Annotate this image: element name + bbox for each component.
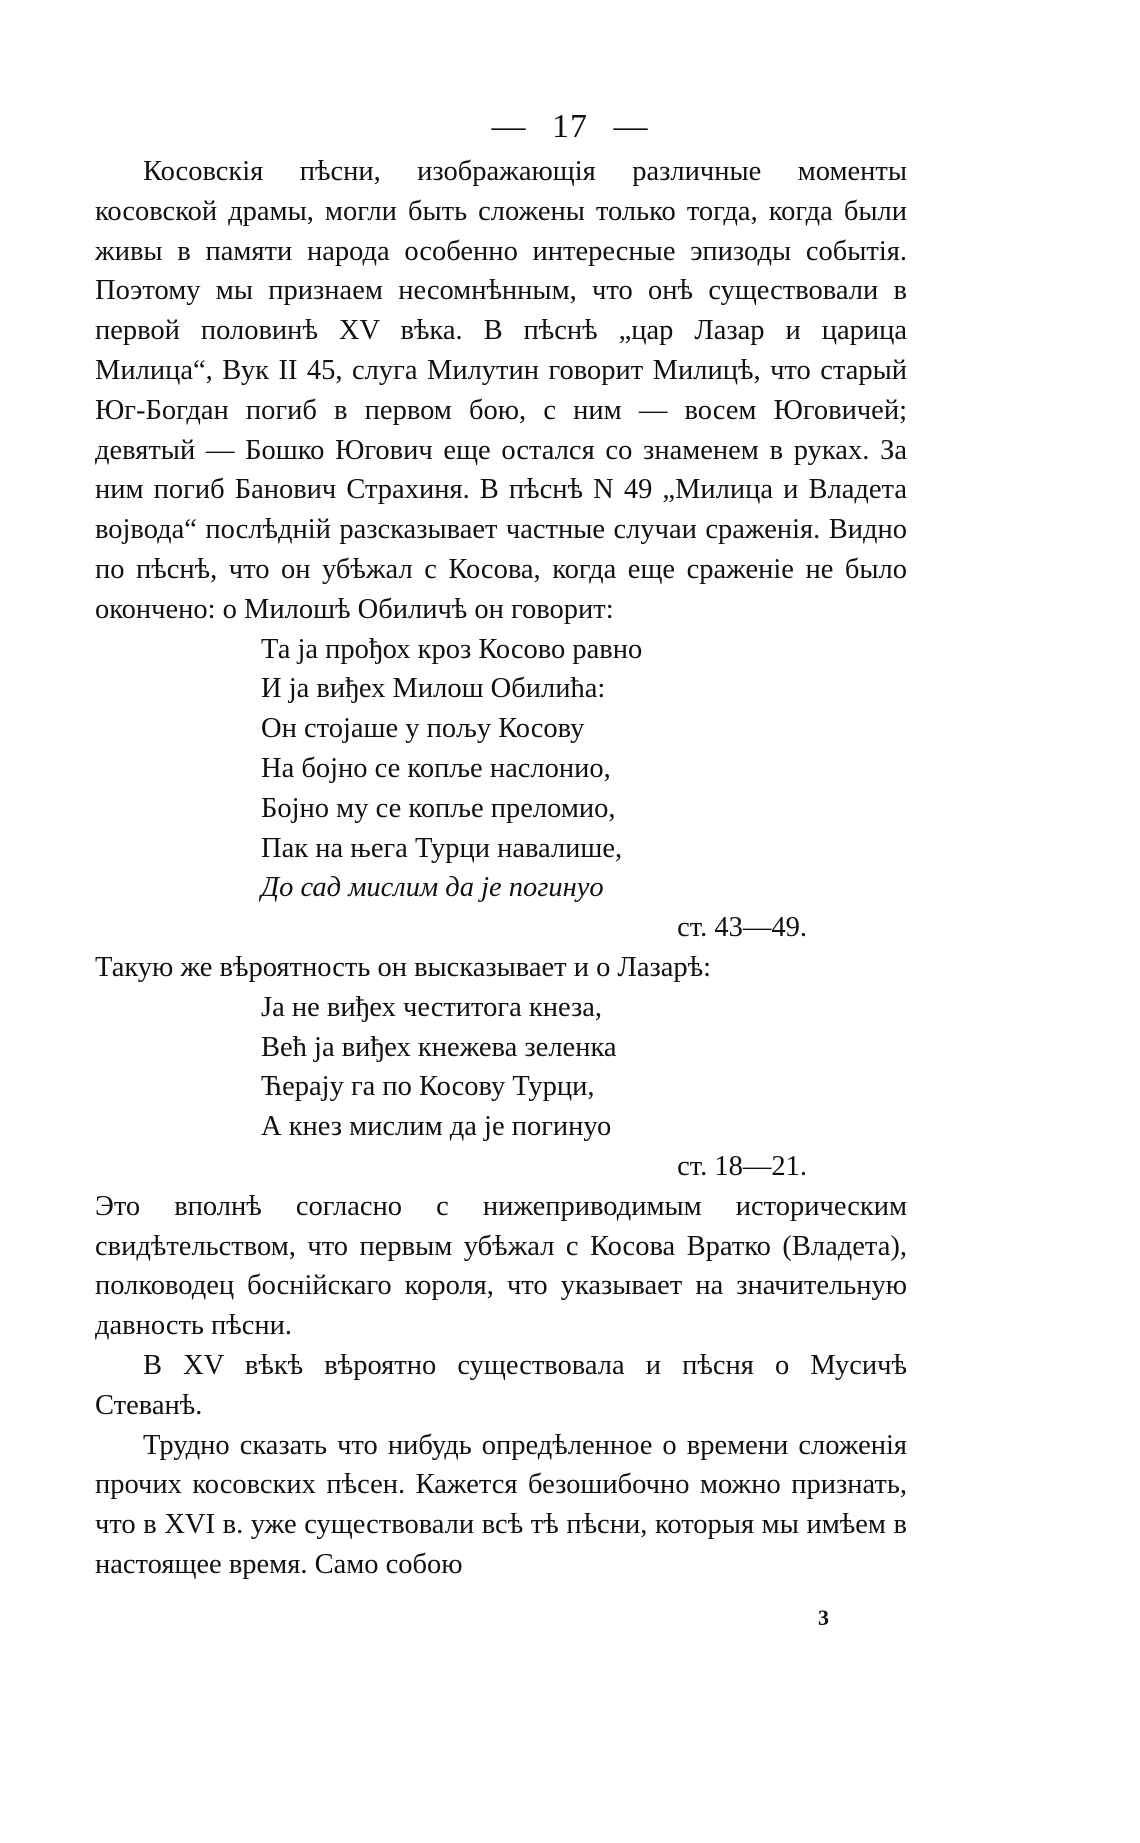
paragraph-lazar: Такую же вѣроятность он высказывает и о Лазарѣ: — [95, 951, 712, 983]
page-header — [0, 108, 1140, 146]
paragraph-kosovo-songs: Косовскія пѣсни, изображающія различные моменты косовской драмы, могли быть сложены только тогда, когда были живы в памяти народа особенно интересные эпизоды событія. Поэтому мы признаем несомнѣнным, что онѣ существовали в первой половинѣ XV вѣка. В пѣснѣ „цар Лазар и царица Милица“, Вук II 45, слуга Милутин говорит Милицѣ, что старый Юг-Богдан погиб в первом бою, с ним — восем Юговичей; девятый — Бошко Югович еще остался со знаменем в руках. За ним погиб Банович Страхиня. В пѣснѣ N 49 „Милица и Владета војвода“ послѣдній разсказывает частные случаи сраженія. Видно по пѣснѣ, что он убѣжал с Косова, когда еще сраженіе не было окончено: о Милошѣ Обиличѣ он говорит: — [95, 156, 907, 625]
verse-line: Ја не виђех честитога кнеза, — [261, 991, 602, 1023]
verse-line: Та ја прођох кроз Косово равно — [261, 633, 643, 665]
page-number: 17 — [552, 108, 588, 145]
verse-citation: ст. 43—49. — [677, 912, 807, 944]
verse-line: Ћерају га по Косову Турци, — [261, 1071, 595, 1103]
verse-citation: ст. 18—21. — [677, 1150, 807, 1182]
verse-lazar — [95, 988, 907, 1147]
signature-mark: 3 — [818, 1605, 829, 1630]
verse-line: Већ ја виђех кнежева зеленка — [261, 1031, 617, 1063]
verse-line: А кнез мислим да је погинуо — [261, 1111, 612, 1143]
header-dash-left: — — [491, 108, 527, 145]
paragraph-musich: В XV вѣкѣ вѣроятно существовала и пѣсня о Мусичѣ Стеванѣ. — [95, 1349, 907, 1421]
verse-line: Бојно му се копље преломио, — [261, 792, 616, 824]
verse-line: Пак на њега Турци навалише, — [261, 832, 623, 864]
verse-line: И ја виђех Милош Обилића: — [261, 673, 606, 705]
paragraph-historical-evidence: Это вполнѣ согласно с нижеприводимым историческим свидѣтельством, что первым убѣжал с Косова Вратко (Владета), полководец боснійскаго короля, что указывает на значительную давность пѣсни. — [95, 1190, 907, 1342]
verse-line: Он стојаше у пољу Косову — [261, 713, 585, 745]
verse-milosh — [95, 630, 907, 909]
paragraph-other-songs: Трудно сказать что нибудь опредѣленное о времени сложенія прочих косовских пѣсен. Кажется безошибочно можно признать, что в XVI в. уже существовали всѣ тѣ пѣсни, которыя мы имѣем в настоящее время. Само собою — [95, 1429, 907, 1580]
verse-line: До сад мислим да је погинуо — [261, 872, 604, 904]
verse-line: На бојно се копље наслонио, — [261, 752, 611, 784]
main-text — [95, 152, 907, 1585]
header-dash-right: — — [613, 108, 649, 145]
